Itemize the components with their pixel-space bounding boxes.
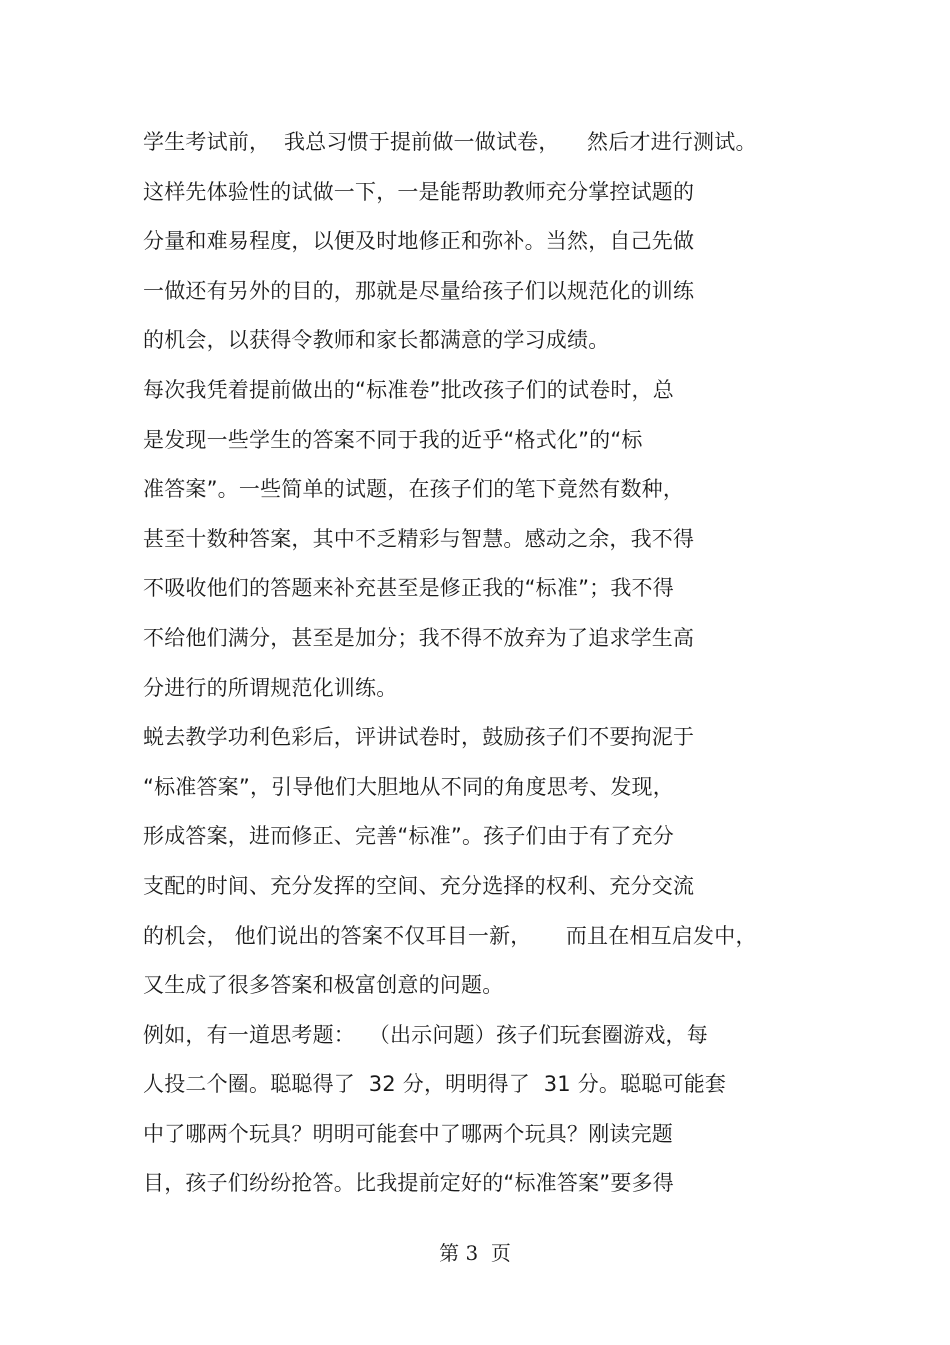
text-line: 是发现一些学生的答案不同于我的近乎“格式化”的“标 [143, 427, 643, 452]
text-line: 的机会，以获得令教师和家长都满意的学习成绩。 [143, 328, 610, 353]
text-line: 每次我凭着提前做出的“标准卷”批改孩子们的试卷时，总 [143, 377, 674, 402]
text-line: 这样先体验性的试做一下，一是能帮助教师充分掌控试题的 [143, 179, 695, 204]
text-line: 分量和难易程度，以便及时地修正和弥补。当然，自己先做 [143, 229, 695, 254]
text-line: 目，孩子们纷纷抢答。比我提前定好的“标准答案”要多得 [143, 1171, 674, 1196]
text-line: 人投二个圈。聪聪得了 32 分，明明得了 31 分。聪聪可能套 [143, 1072, 727, 1097]
text-line: 的机会， 他们说出的答案不仅耳目一新， 而且在相互启发中， [143, 923, 757, 948]
text-line: 一做还有另外的目的，那就是尽量给孩子们以规范化的训练 [143, 278, 695, 303]
text-line: 例如，有一道思考题： （出示问题）孩子们玩套圈游戏，每 [143, 1022, 708, 1047]
text-line: 蜕去教学功利色彩后，评讲试卷时，鼓励孩子们不要拘泥于 [143, 725, 695, 750]
text-line: 形成答案，进而修正、完善“标准”。孩子们由于有了充分 [143, 824, 674, 849]
text-line: 甚至十数种答案，其中不乏精彩与智慧。感动之余，我不得 [143, 526, 695, 551]
text-line: 不吸收他们的答题来补充甚至是修正我的“标准”；我不得 [143, 576, 674, 601]
text-line: 又生成了很多答案和极富创意的问题。 [143, 973, 504, 998]
text-line: 中了哪两个玩具？明明可能套中了哪两个玩具？刚读完题 [143, 1121, 673, 1146]
text-line: 分进行的所谓规范化训练。 [143, 675, 398, 700]
text-line: 准答案”。一些简单的试题，在孩子们的笔下竟然有数种， [143, 477, 685, 502]
page-number: 第 3 页 [439, 1241, 511, 1265]
text-line: 支配的时间、充分发挥的空间、充分选择的权利、充分交流 [143, 873, 695, 898]
text-line: 学生考试前， 我总习惯于提前做一做试卷， 然后才进行测试。 [143, 130, 757, 154]
body-text [143, 122, 843, 1213]
text-line: “标准答案”，引导他们大胆地从不同的角度思考、发现， [143, 774, 674, 799]
text-line: 不给他们满分，甚至是加分；我不得不放弃为了追求学生高 [143, 625, 695, 650]
